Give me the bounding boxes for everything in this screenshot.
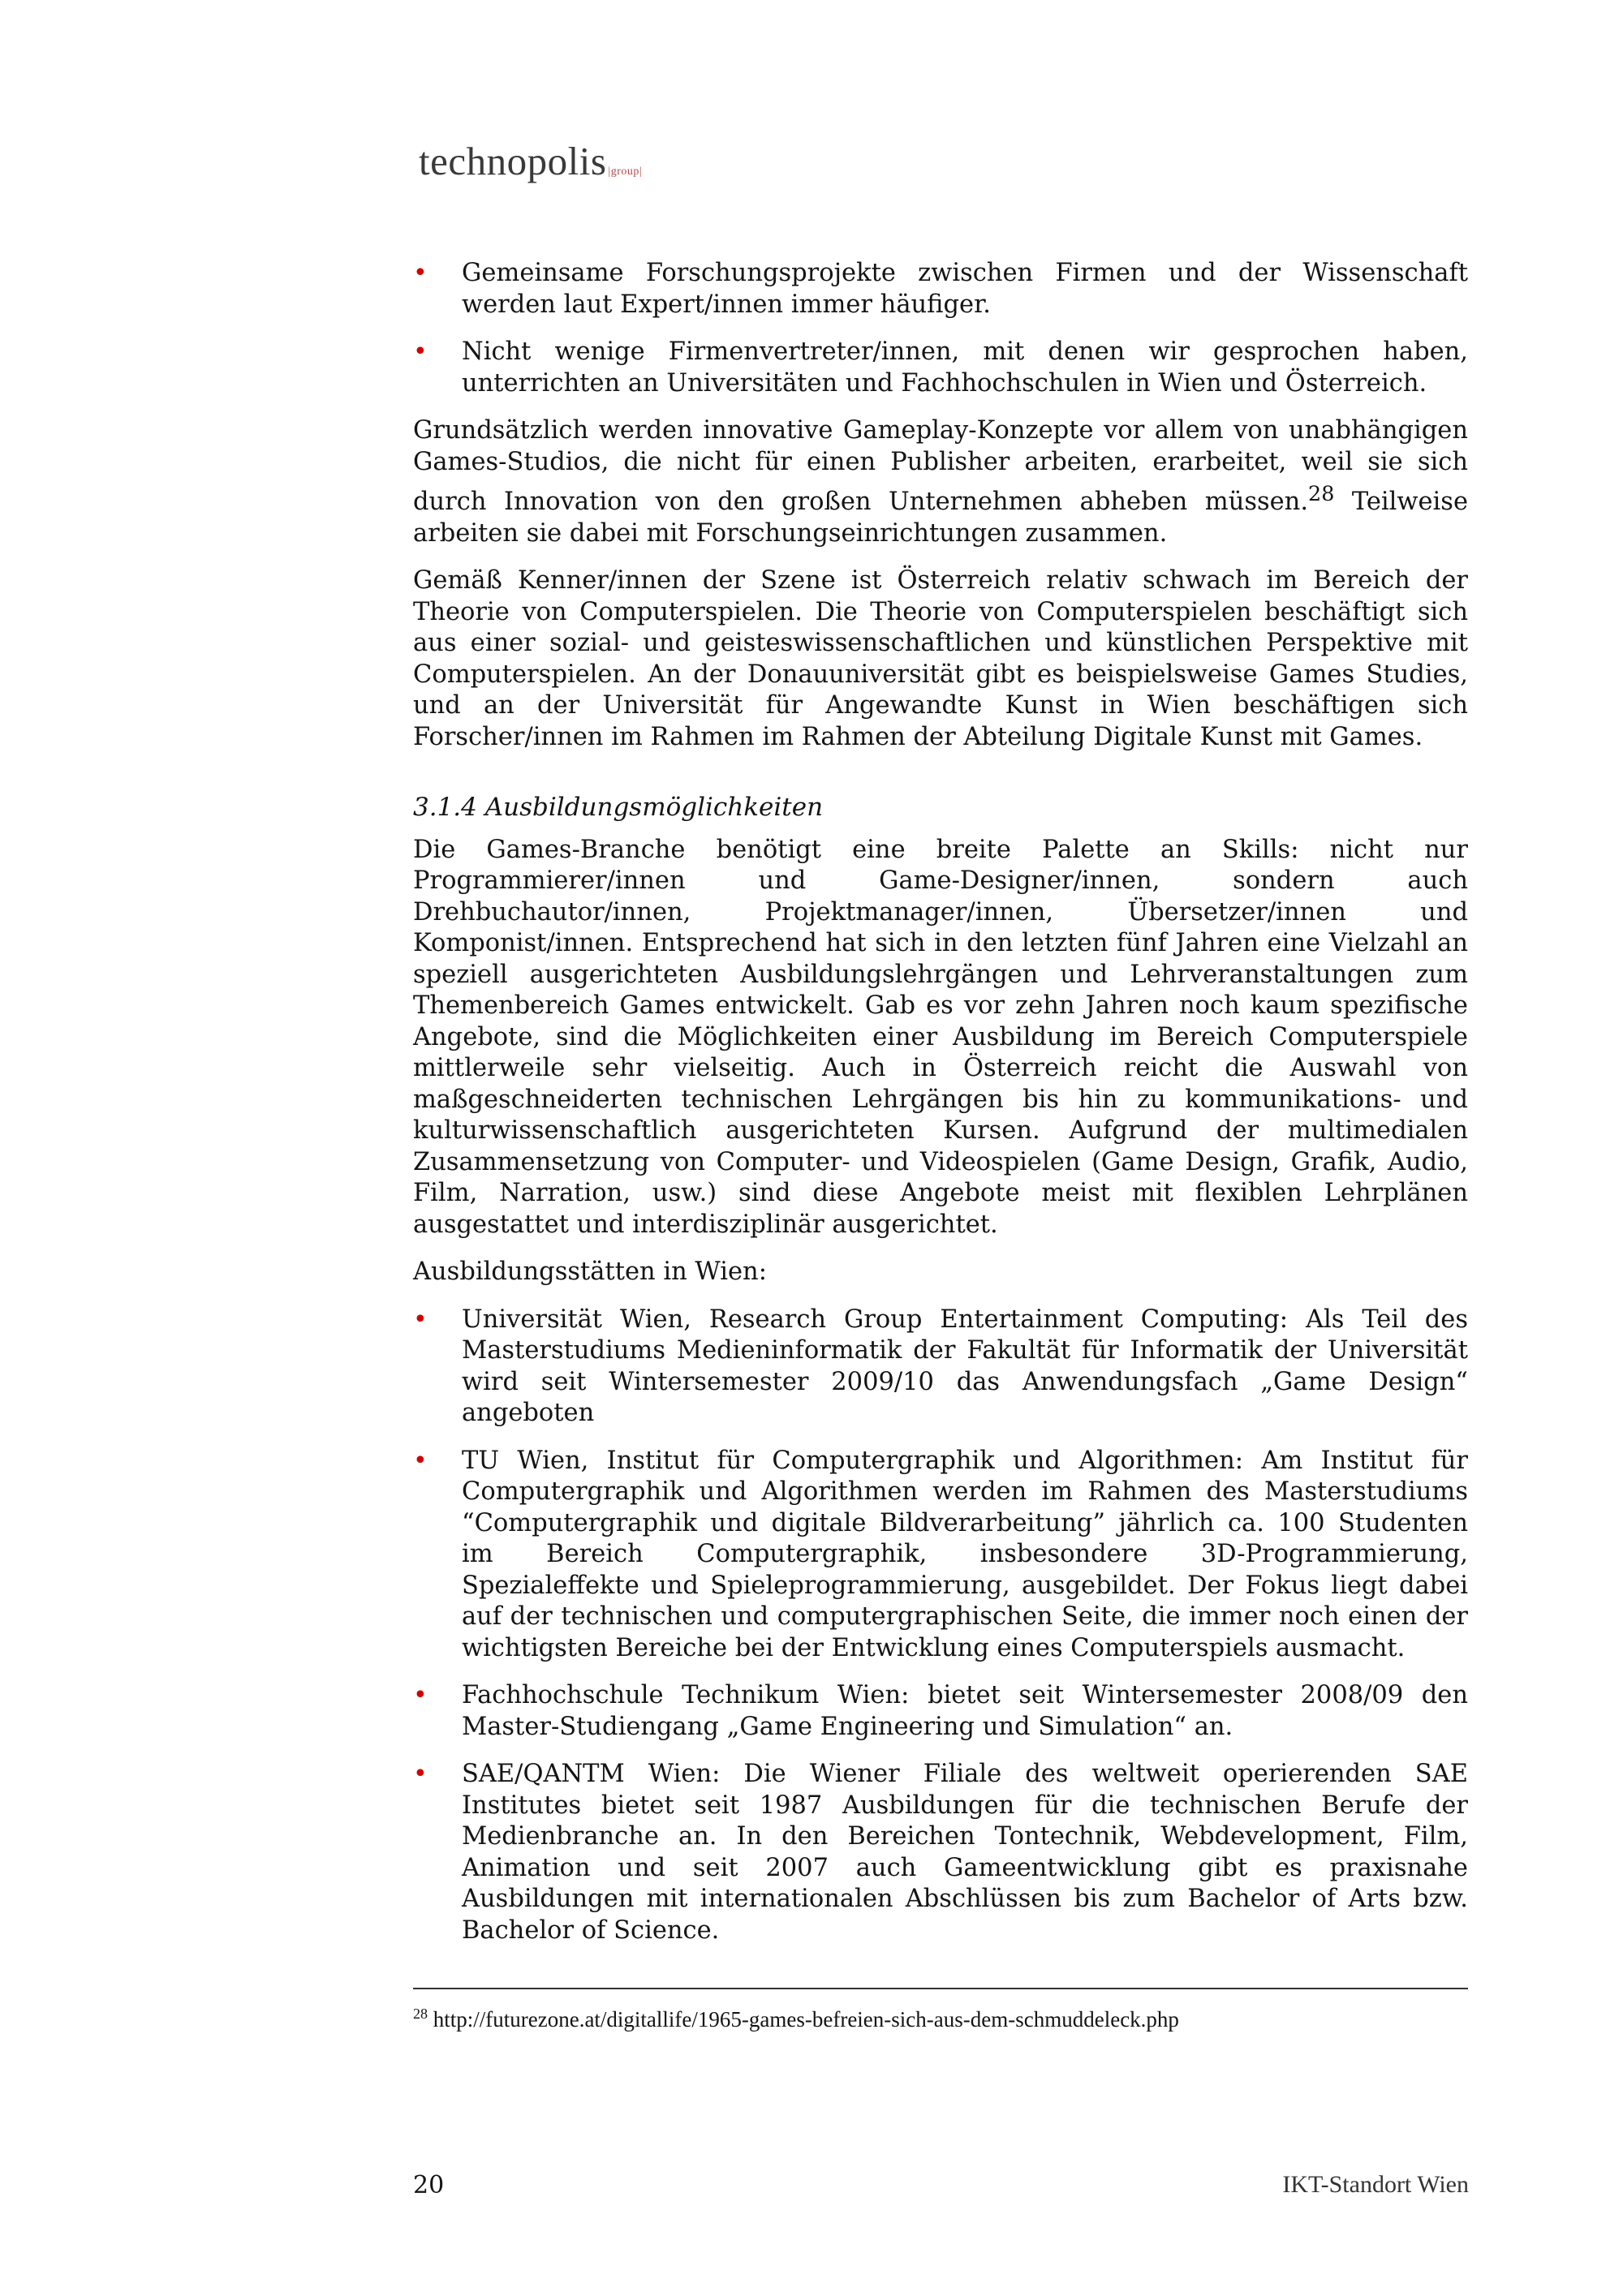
bullet-list-top <box>413 258 1468 399</box>
section-heading: 3.1.4 Ausbildungsmöglichkeiten <box>413 793 824 823</box>
bullet-icon: • <box>413 1446 428 1475</box>
list-item-text: Nicht wenige Firmenvertreter/innen, mit denen wir gesprochen haben, unterrichten an Universitäten und Fachhochschulen in Wien und Österreich. <box>462 338 1468 398</box>
bullet-icon: • <box>413 259 428 287</box>
paragraph-text-after: Teilweise arbeiten sie dabei mit Forschungseinrichtungen zusammen. <box>413 488 1469 548</box>
list-item <box>413 1305 1468 1430</box>
list-item <box>413 1759 1468 1946</box>
list-item <box>413 1680 1468 1743</box>
footnote-number: 28 <box>413 2006 428 2022</box>
page-content <box>413 258 1468 1963</box>
list-item-text: Gemeinsame Forschungsprojekte zwischen Firmen und der Wissenschaft werden laut Expert/innen immer häufiger. <box>462 259 1468 319</box>
document-title: IKT-Standort Wien <box>1282 2171 1469 2198</box>
technopolis-logo <box>419 138 642 184</box>
paragraph-text: Grundsätzlich werden innovative Gameplay-Konzepte vor allem von unabhängigen Games-Studios, die nicht für einen Publisher arbeiten, erarbeitet, weil sie sich durch Innovation von den großen Unternehmen abheben müssen. <box>413 416 1468 517</box>
bullet-icon: • <box>413 338 428 366</box>
list-item-text: Universität Wien, Research Group Entertainment Computing: Als Teil des Masterstudiums Medieninformatik der Fakultät für Informatik der Universität wird seit Wintersemester 2009/10 das Anwendungsfach „Game Design“ angeboten <box>462 1305 1468 1428</box>
paragraph-theory: Gemäß Kenner/innen der Szene ist Österreich relativ schwach im Bereich der Theorie von Computerspielen. Die Theorie von Computerspielen beschäftigt sich aus einer sozial- und geisteswissenschaftlichen und künstlichen Perspektive mit Computerspielen. An der Donauuniversität gibt es beispielsweise Games Studies, und an der Universität für Angewandte Kunst in Wien beschäftigen sich Forscher/innen im Rahmen im Rahmen der Abteilung Digitale Kunst mit Games. <box>413 566 1468 751</box>
list-intro: Ausbildungsstätten in Wien: <box>413 1258 767 1287</box>
logo-text: technopolis <box>419 139 607 183</box>
bullet-list-institutions <box>413 1305 1468 1947</box>
paragraph-gameplay <box>413 415 1468 549</box>
bullet-icon: • <box>413 1681 428 1710</box>
bullet-icon: • <box>413 1305 428 1334</box>
logo-suffix: |group| <box>608 166 643 178</box>
list-item <box>413 337 1468 399</box>
paragraph-skills: Die Games-Branche benötigt eine breite Palette an Skills: nicht nur Programmierer/innen und Game-Designer/innen, sondern auch Drehbuchautor/innen, Projektmanager/innen, Übersetzer/innen und Komponist/innen. Entsprechend hat sich in den letzten fünf Jahren eine Vielzahl an speziell ausgerichteten Ausbildungslehrgängen und Lehrveranstaltungen zum Themenbereich Games entwickelt. Gab es vor zehn Jahren noch kaum spezifische Angebote, sind die Möglichkeiten einer Ausbildung im Bereich Computerspiele mittlerweile sehr vielseitig. Auch in Österreich reicht die Auswahl von maßgeschneiderten technischen Lehrgängen bis hin zu kommunikations- und kulturwissenschaftlich ausgerichteten Kursen. Aufgrund der multimedialen Zusammensetzung von Computer- und Videospielen (Game Design, Grafik, Audio, Film, Narration, usw.) sind diese Angebote meist mit flexiblen Lehrplänen ausgestattet und interdisziplinär ausgerichtet. <box>413 835 1468 1239</box>
list-item-text: TU Wien, Institut für Computergraphik und Algorithmen: Am Institut für Computergraphik und Algorithmen werden im Rahmen des Masterstudiums “Computergraphik und digitale Bildverarbeitung” jährlich ca. 100 Studenten im Bereich Computergraphik, insbesondere 3D-Programmierung, Spezialeffekte und Spieleprogrammierung, ausgebildet. Der Fokus liegt dabei auf der technischen und computergraphischen Seite, die immer noch einen der wichtigsten Bereiche bei der Entwicklung eines Computerspiels ausmacht. <box>462 1446 1468 1662</box>
list-item <box>413 258 1468 320</box>
page-number: 20 <box>413 2171 445 2199</box>
list-item <box>413 1446 1468 1665</box>
list-item-text: SAE/QANTM Wien: Die Wiener Filiale des weltweit operierenden SAE Institutes bietet seit 1987 Ausbildungen für die technischen Berufe der Medienbranche an. In den Bereichen Tontechnik, Webdevelopment, Film, Animation und seit 2007 auch Gameentwicklung gibt es praxisnahe Ausbildungen mit internationalen Abschlüssen bis zum Bachelor of Arts bzw. Bachelor of Science. <box>462 1760 1468 1945</box>
list-item-text: Fachhochschule Technikum Wien: bietet seit Wintersemester 2008/09 den Master-Studiengang „Game Engineering und Simulation“ an. <box>462 1681 1468 1741</box>
footnote <box>413 2006 1179 2032</box>
footnote-link[interactable]: http://futurezone.at/digitallife/1965-games-befreien-sich-aus-dem-schmuddeleck.php <box>433 2007 1179 2032</box>
bullet-icon: • <box>413 1760 428 1789</box>
footnote-divider <box>413 1988 1468 1989</box>
footnote-reference[interactable]: 28 <box>1308 481 1335 505</box>
